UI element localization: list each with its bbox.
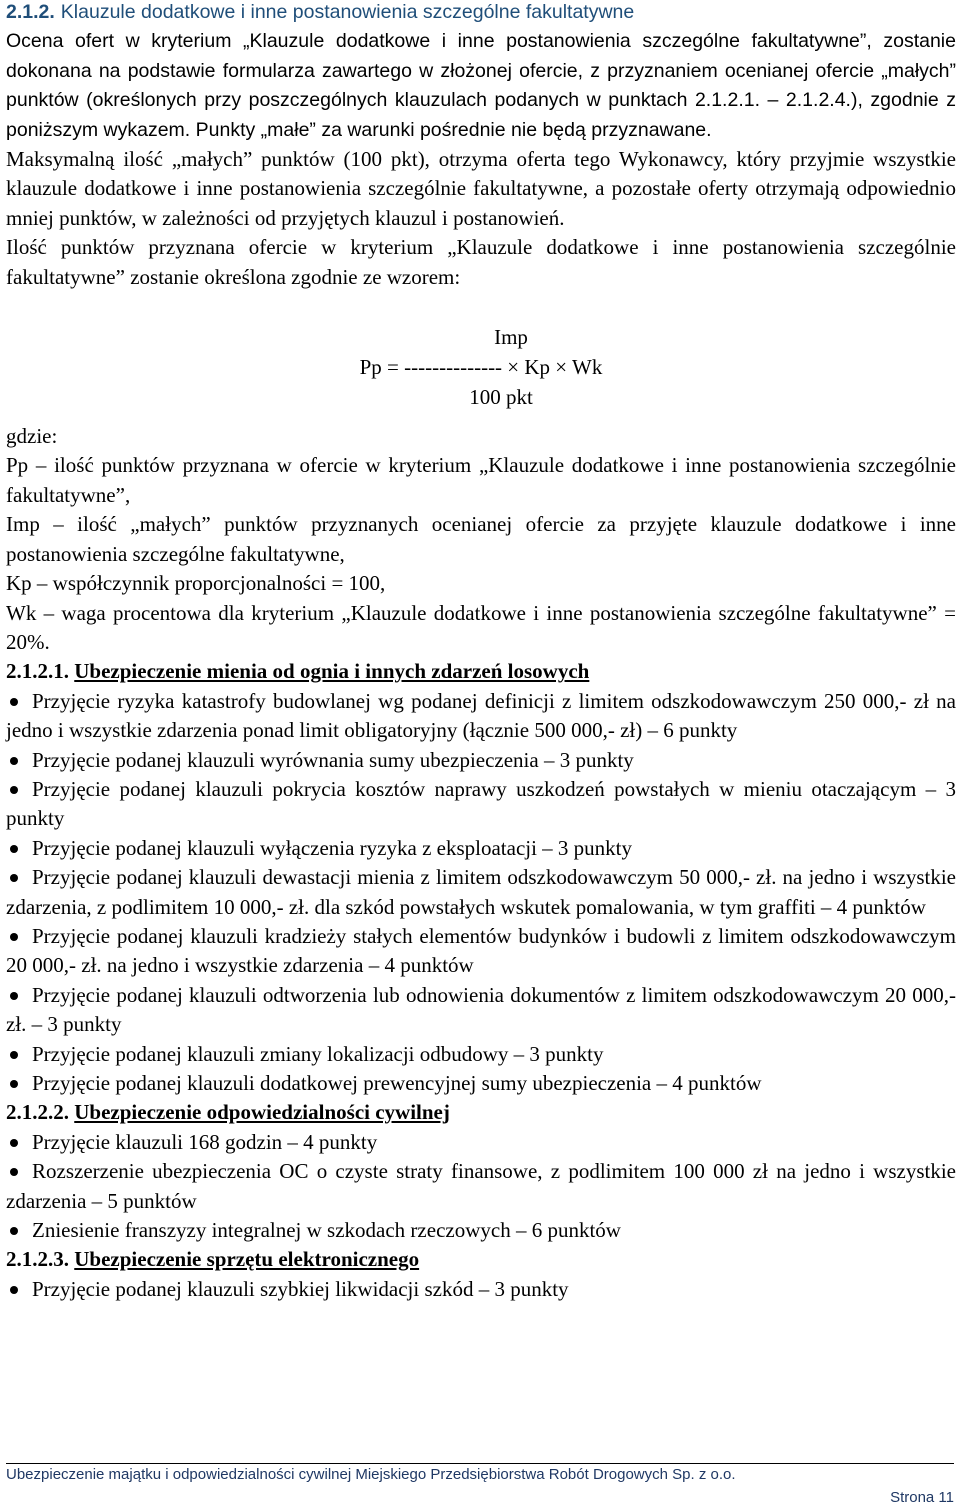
list-item: Przyjęcie podanej klauzuli odtworzenia lub odnowienia dokumentów z limitem odszkodowawczym 20 000,-zł. – 3 punkty xyxy=(6,982,956,1037)
list-item: Zniesienie franszyzy integralnej w szkodach rzeczowych – 6 punktów xyxy=(6,1216,956,1245)
list-item: Rozszerzenie ubezpieczenia OC o czyste straty finansowe, z podlimitem 100 000 zł na jedno i wszystkie zdarzenia – 5 punktów xyxy=(6,1159,956,1213)
subsection-heading-1 xyxy=(6,657,956,686)
definition-kp: Kp – współczynnik proporcjonalności = 100, xyxy=(6,571,386,596)
list-item: Przyjęcie podanej klauzuli dodatkowej prewencyjnej sumy ubezpieczenia – 4 punktów xyxy=(6,1069,956,1098)
section-heading xyxy=(6,0,956,27)
subsection-title: Ubezpieczenie sprzętu elektronicznego xyxy=(74,1247,420,1272)
formula-main: Pp = -------------- × Kp × Wk xyxy=(359,355,603,380)
list-item: Przyjęcie podanej klauzuli pokrycia kosztów naprawy uszkodzeń powstałych w mieniu otaczającym – 3 punkty xyxy=(6,776,956,831)
bullet-icon xyxy=(10,1080,18,1088)
page-number: Strona 11 xyxy=(890,1489,954,1506)
bullet-icon xyxy=(10,757,18,765)
max-points-paragraph: Maksymalną ilość „małych” punktów (100 pkt), otrzyma oferta tego Wykonawcy, który przyjmie wszystkie klauzule dodatkowe i inne postanowienia szczególnie fakultatywne, a pozostałe oferty otrzymają odpowiednio mniej punktów, w zależności od przyjętych klauzul i postanowień. xyxy=(6,147,956,230)
footer-divider xyxy=(6,1463,954,1464)
bullet-icon xyxy=(10,1051,18,1059)
list-item: Przyjęcie podanej klauzuli wyrównania sumy ubezpieczenia – 3 punkty xyxy=(6,746,956,775)
subsection-title: Ubezpieczenie mienia od ognia i innych zdarzeń losowych xyxy=(74,659,590,684)
list-item: Przyjęcie podanej klauzuli zmiany lokalizacji odbudowy – 3 punkty xyxy=(6,1040,956,1069)
section-title: Klauzule dodatkowe i inne postanowienia szczególne fakultatywne xyxy=(60,1,635,23)
section-number: 2.1.2. xyxy=(6,1,55,23)
list-item: Przyjęcie podanej klauzuli szybkiej likwidacji szkód – 3 punkty xyxy=(6,1275,956,1304)
intro-paragraph: Ocena ofert w kryterium „Klauzule dodatkowe i inne postanowienia szczególne fakultatywne”, zostanie dokonana na podstawie formularza zawartego w złożonej ofercie, z przyznaniem ocenianej ofercie „małych” punktów (określonych przy poszczególnych klauzulach podanych w punktach 2.1.2.1. – 2.1.2.4.), zgodnie z poniższym wykazem. Punkty „małe” za warunki pośrednie nie będą przyznawane. xyxy=(6,30,956,141)
bullet-icon xyxy=(10,1139,18,1147)
list-item: Przyjęcie ryzyka katastrofy budowlanej wg podanej definicji z limitem odszkodowawczym 250 000,- zł na jedno i wszystkie zdarzenia ponad limit obligatoryjny (łącznie 500 000,- zł) – 6 punkty xyxy=(6,688,956,743)
list-item: Przyjęcie klauzuli 168 godzin – 4 punkty xyxy=(6,1128,956,1157)
bullet-icon xyxy=(10,845,18,853)
property-clauses-list xyxy=(6,687,956,1099)
list-item: Przyjęcie podanej klauzuli dewastacji mienia z limitem odszkodowawczym 50 000,- zł. na jedno i wszystkie zdarzenia, z podlimitem 10 000,- zł. dla szkód powstałych wskutek pomalowania, w tym graffiti – 4 punktów xyxy=(6,865,956,919)
bullet-icon xyxy=(10,874,18,882)
bullet-icon xyxy=(10,1227,18,1235)
electronics-clauses-list xyxy=(6,1275,956,1304)
subsection-number: 2.1.2.2. xyxy=(6,1100,69,1125)
bullet-icon xyxy=(10,933,18,941)
formula-intro: Ilość punktów przyznana ofercie w kryterium „Klauzule dodatkowe i inne postanowienia szczególnie fakultatywne” zostanie określona zgodnie ze wzorem: xyxy=(6,235,956,289)
subsection-number: 2.1.2.1. xyxy=(6,659,69,684)
subsection-number: 2.1.2.3. xyxy=(6,1247,69,1272)
definition-wk: Wk – waga procentowa dla kryterium „Klauzule dodatkowe i inne postanowienia szczególne fakultatywne” = 20%. xyxy=(6,600,956,654)
definition-pp: Pp – ilość punktów przyznana w ofercie w kryterium „Klauzule dodatkowe i inne postanowienia szczególnie fakultatywne”, xyxy=(6,453,956,507)
bullet-icon xyxy=(10,1168,18,1176)
bullet-icon xyxy=(10,1286,18,1294)
bullet-icon xyxy=(10,698,18,706)
formula xyxy=(6,322,956,412)
formula-denominator: 100 pkt xyxy=(469,385,533,410)
subsection-heading-2 xyxy=(6,1098,956,1127)
subsection-heading-3 xyxy=(6,1245,956,1274)
document-page xyxy=(6,0,956,1304)
formula-numerator: Imp xyxy=(494,325,528,350)
subsection-title: Ubezpieczenie odpowiedzialności cywilnej xyxy=(74,1100,450,1125)
bullet-icon xyxy=(10,992,18,1000)
liability-clauses-list xyxy=(6,1128,956,1246)
bullet-icon xyxy=(10,786,18,794)
list-item: Przyjęcie podanej klauzuli kradzieży stałych elementów budynków i budowli z limitem odszkodowawczym 20 000,- zł. na jedno i wszystkie zdarzenia – 4 punktów xyxy=(6,923,956,978)
where-label: gdzie: xyxy=(6,424,58,449)
definition-imp: Imp – ilość „małych” punktów przyznanych ocenianej ofercie za przyjęte klauzule dodatkowe i inne postanowienia szczególne fakultatywne, xyxy=(6,512,956,566)
page-footer: Ubezpieczenie majątku i odpowiedzialności cywilnej Miejskiego Przedsiębiorstwa Robót Drogowych Sp. z o.o. xyxy=(6,1466,736,1483)
list-item: Przyjęcie podanej klauzuli wyłączenia ryzyka z eksploatacji – 3 punkty xyxy=(6,834,956,863)
